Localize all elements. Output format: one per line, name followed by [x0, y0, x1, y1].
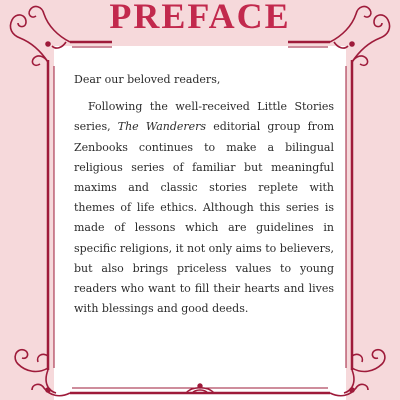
- series-name: The Wanderers: [117, 120, 207, 134]
- corner-flourish-bottom-right: [330, 350, 385, 396]
- paragraph-part-2: editorial group from Zenbooks continues to make a bilingual religious series of familiar but meaningful maxims and classic stories replete with themes of life ethics. Although this series is made of lessons which are guidelines in specific religions, it not only aims to believers, but also brings priceless values to young readers who want to fill their hearts and lives with blessings and good deeds.: [74, 120, 334, 316]
- greeting: Dear our beloved readers,: [74, 73, 221, 86]
- preface-paragraph: [74, 97, 334, 319]
- paragraph-part-1: Following the well-received Little Stories series,: [74, 100, 334, 134]
- preface-text: [74, 70, 334, 319]
- corner-flourish-bottom-left: [15, 350, 70, 396]
- page-title: PREFACE: [109, 0, 291, 36]
